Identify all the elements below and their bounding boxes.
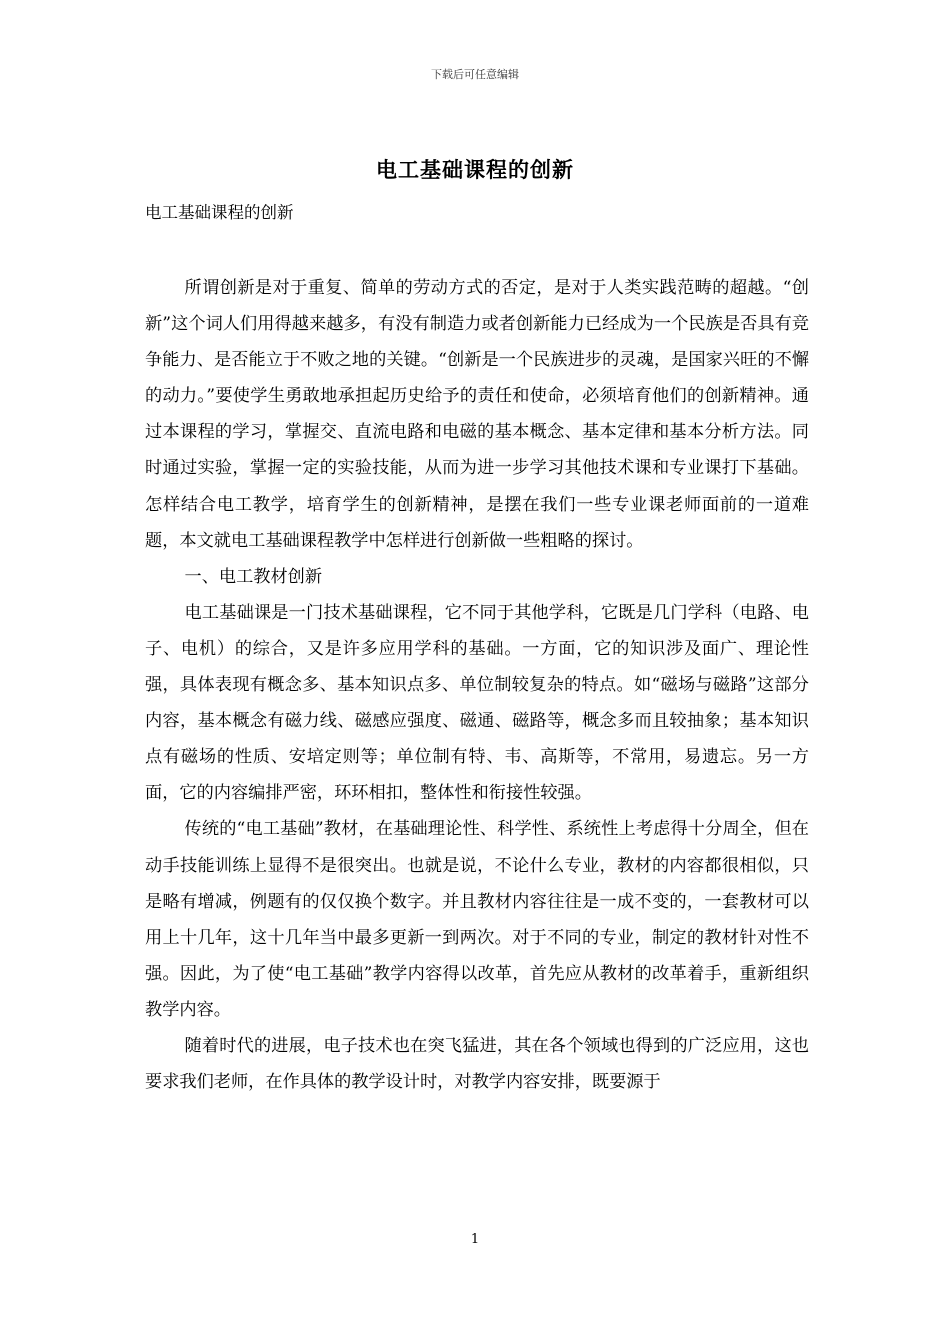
paragraph-traditional-textbook: 传统的“电工基础”教材，在基础理论性、科学性、系统性上考虑得十分周全，但在动手技能训练上显得不是很突出。也就是说，不论什么专业，教材的内容都很相似，只是略有增减，例题有的仅仅换个数字。并且教材内容往往是一成不变的，一套教材可以用上十几年，这十几年当中最多更新一到两次。对于不同的专业，制定的教材针对性不强。因此，为了使“电工基础”教学内容得以改革，首先应从教材的改革着手，重新组织教学内容。 [145, 819, 809, 1020]
section-heading-textbook-innovation: 一、电工教材创新 [184, 566, 323, 587]
document-subtitle: 电工基础课程的创新 [145, 203, 294, 222]
page-number: 1 [470, 1232, 480, 1247]
document-title: 电工基础课程的创新 [376, 158, 574, 182]
paragraph-course-nature: 电工基础课是一门技术基础课程，它不同于其他学科，它既是几门学科（电路、电子、电机）的综合，又是许多应用学科的基础。一方面，它的知识涉及面广、理论性强，具体表现有概念多、基本知识点多、单位制较复杂的特点。如“磁场与磁路”这部分内容，基本概念有磁力线、磁感应强度、磁通、磁路等，概念多而且较抽象；基本知识点有磁场的性质、安培定则等；单位制有特、韦、高斯等，不常用，易遗忘。另一方面，它的内容编排严密，环环相扣，整体性和衔接性较强。 [145, 602, 809, 804]
header-note: 下载后可任意编辑 [431, 68, 519, 81]
document-body [145, 270, 809, 1100]
paragraph-era-development: 随着时代的进展，电子技术也在突飞猛进，其在各个领域也得到的广泛应用，这也要求我们老师，在作具体的教学设计时，对教学内容安排，既要源于 [145, 1035, 809, 1093]
paragraph-intro: 所谓创新是对于重复、简单的劳动方式的否定，是对于人类实践范畴的超越。“创新”这个词人们用得越来越多，有没有制造力或者创新能力已经成为一个民族是否具有竞争能力、是否能立于不败之地的关键。“创新是一个民族进步的灵魂，是国家兴旺的不懈的动力。”要使学生勇敢地承担起历史给予的责任和使命，必须培育他们的创新精神。通过本课程的学习，掌握交、直流电路和电磁的基本概念、基本定律和基本分析方法。同时通过实验，掌握一定的实验技能，从而为进一步学习其他技术课和专业课打下基础。怎样结合电工教学，培育学生的创新精神，是摆在我们一些专业课老师面前的一道难题，本文就电工基础课程教学中怎样进行创新做一些粗略的探讨。 [145, 278, 809, 551]
